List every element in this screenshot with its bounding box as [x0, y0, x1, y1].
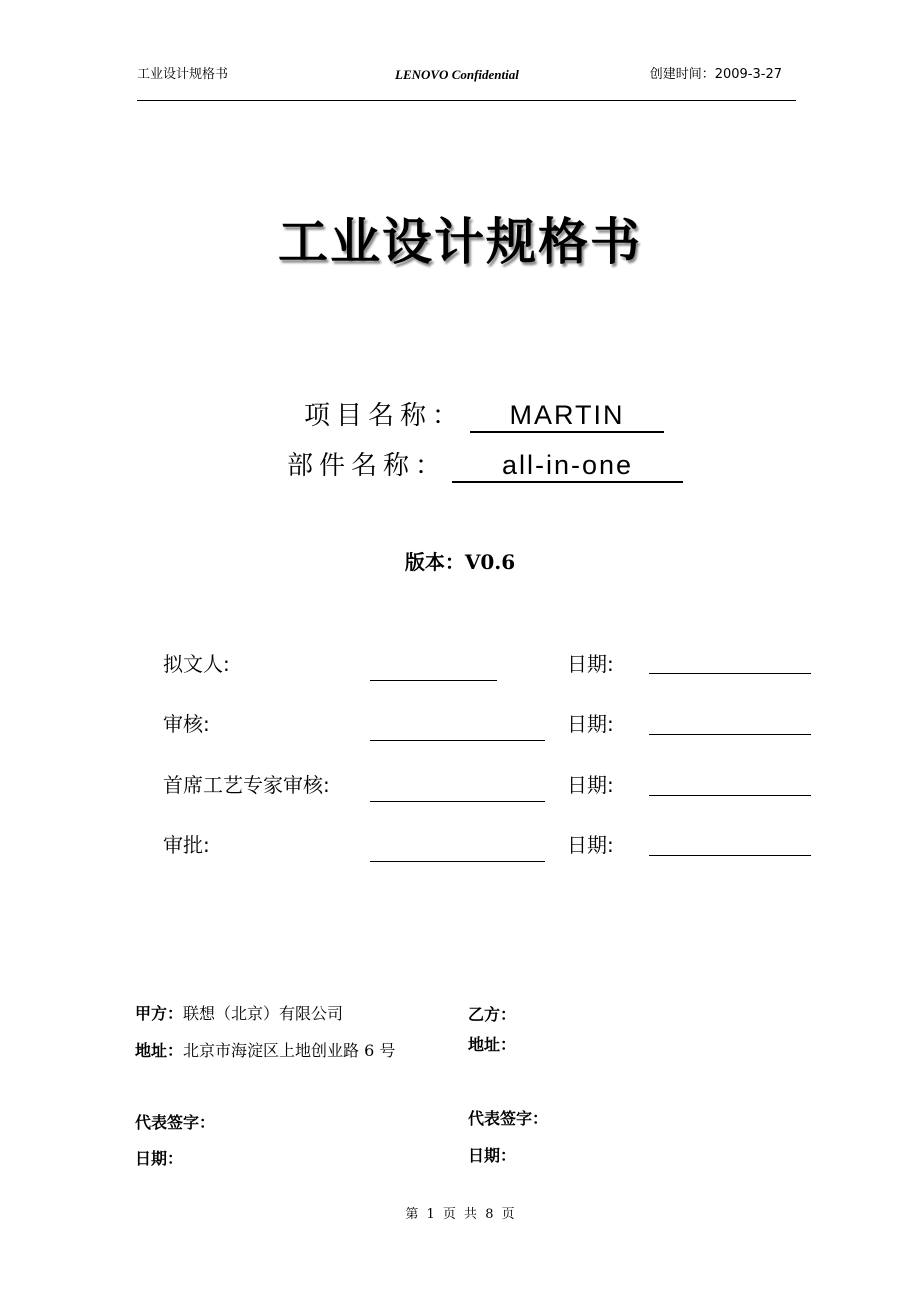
party-a-address-line — [135, 1040, 395, 1062]
party-b-label: 乙方： — [468, 1005, 517, 1024]
drafter-date-label: 日期: — [567, 652, 614, 676]
party-a-rep-label: 代表签字： — [135, 1113, 216, 1132]
party-b-rep-label: 代表签字： — [468, 1109, 549, 1128]
drafter-date-line — [649, 673, 811, 674]
party-a-name: 联想（北京）有限公司 — [183, 1004, 344, 1023]
party-b-address-label: 地址： — [468, 1035, 517, 1054]
reviewer-signature-line — [370, 740, 545, 741]
chief-reviewer-label: 首席工艺专家审核: — [163, 773, 330, 797]
party-a-address-label: 地址： — [135, 1041, 184, 1060]
approver-signature-line — [370, 861, 545, 862]
approver-label: 审批: — [163, 833, 210, 857]
header-doc-title: 工业设计规格书 — [137, 67, 229, 82]
project-name-value: MARTIN — [470, 399, 664, 433]
reviewer-date-line — [649, 734, 811, 735]
part-name-label: 部件名称： — [287, 451, 448, 481]
drafter-label: 拟文人: — [163, 652, 230, 676]
project-name-label: 项目名称： — [304, 401, 465, 431]
version: 版本：V0.6 — [404, 550, 516, 574]
page-number: 第 1 页 共 8 页 — [405, 1207, 515, 1222]
reviewer-label: 审核: — [163, 712, 210, 736]
party-b-date-label: 日期： — [468, 1146, 517, 1165]
header-divider — [137, 100, 796, 101]
chief-reviewer-date-label: 日期: — [567, 773, 614, 797]
reviewer-date-label: 日期: — [567, 712, 614, 736]
party-a-address: 北京市海淀区上地创业路 6 号 — [183, 1041, 396, 1060]
header-confidential: LENOVO Confidential — [395, 67, 519, 82]
party-a-date-label: 日期： — [135, 1149, 184, 1168]
party-a-line — [135, 1003, 343, 1025]
approver-date-line — [649, 855, 811, 856]
header-created-date: 创建时间：2009-3-27 — [649, 67, 782, 82]
page-title: 工业设计规格书 — [278, 213, 642, 271]
chief-reviewer-date-line — [649, 795, 811, 796]
part-name-value: all-in-one — [452, 449, 683, 483]
party-a-label: 甲方： — [135, 1004, 184, 1023]
approver-date-label: 日期: — [567, 833, 614, 857]
drafter-signature-line — [370, 680, 497, 681]
chief-reviewer-signature-line — [370, 801, 545, 802]
